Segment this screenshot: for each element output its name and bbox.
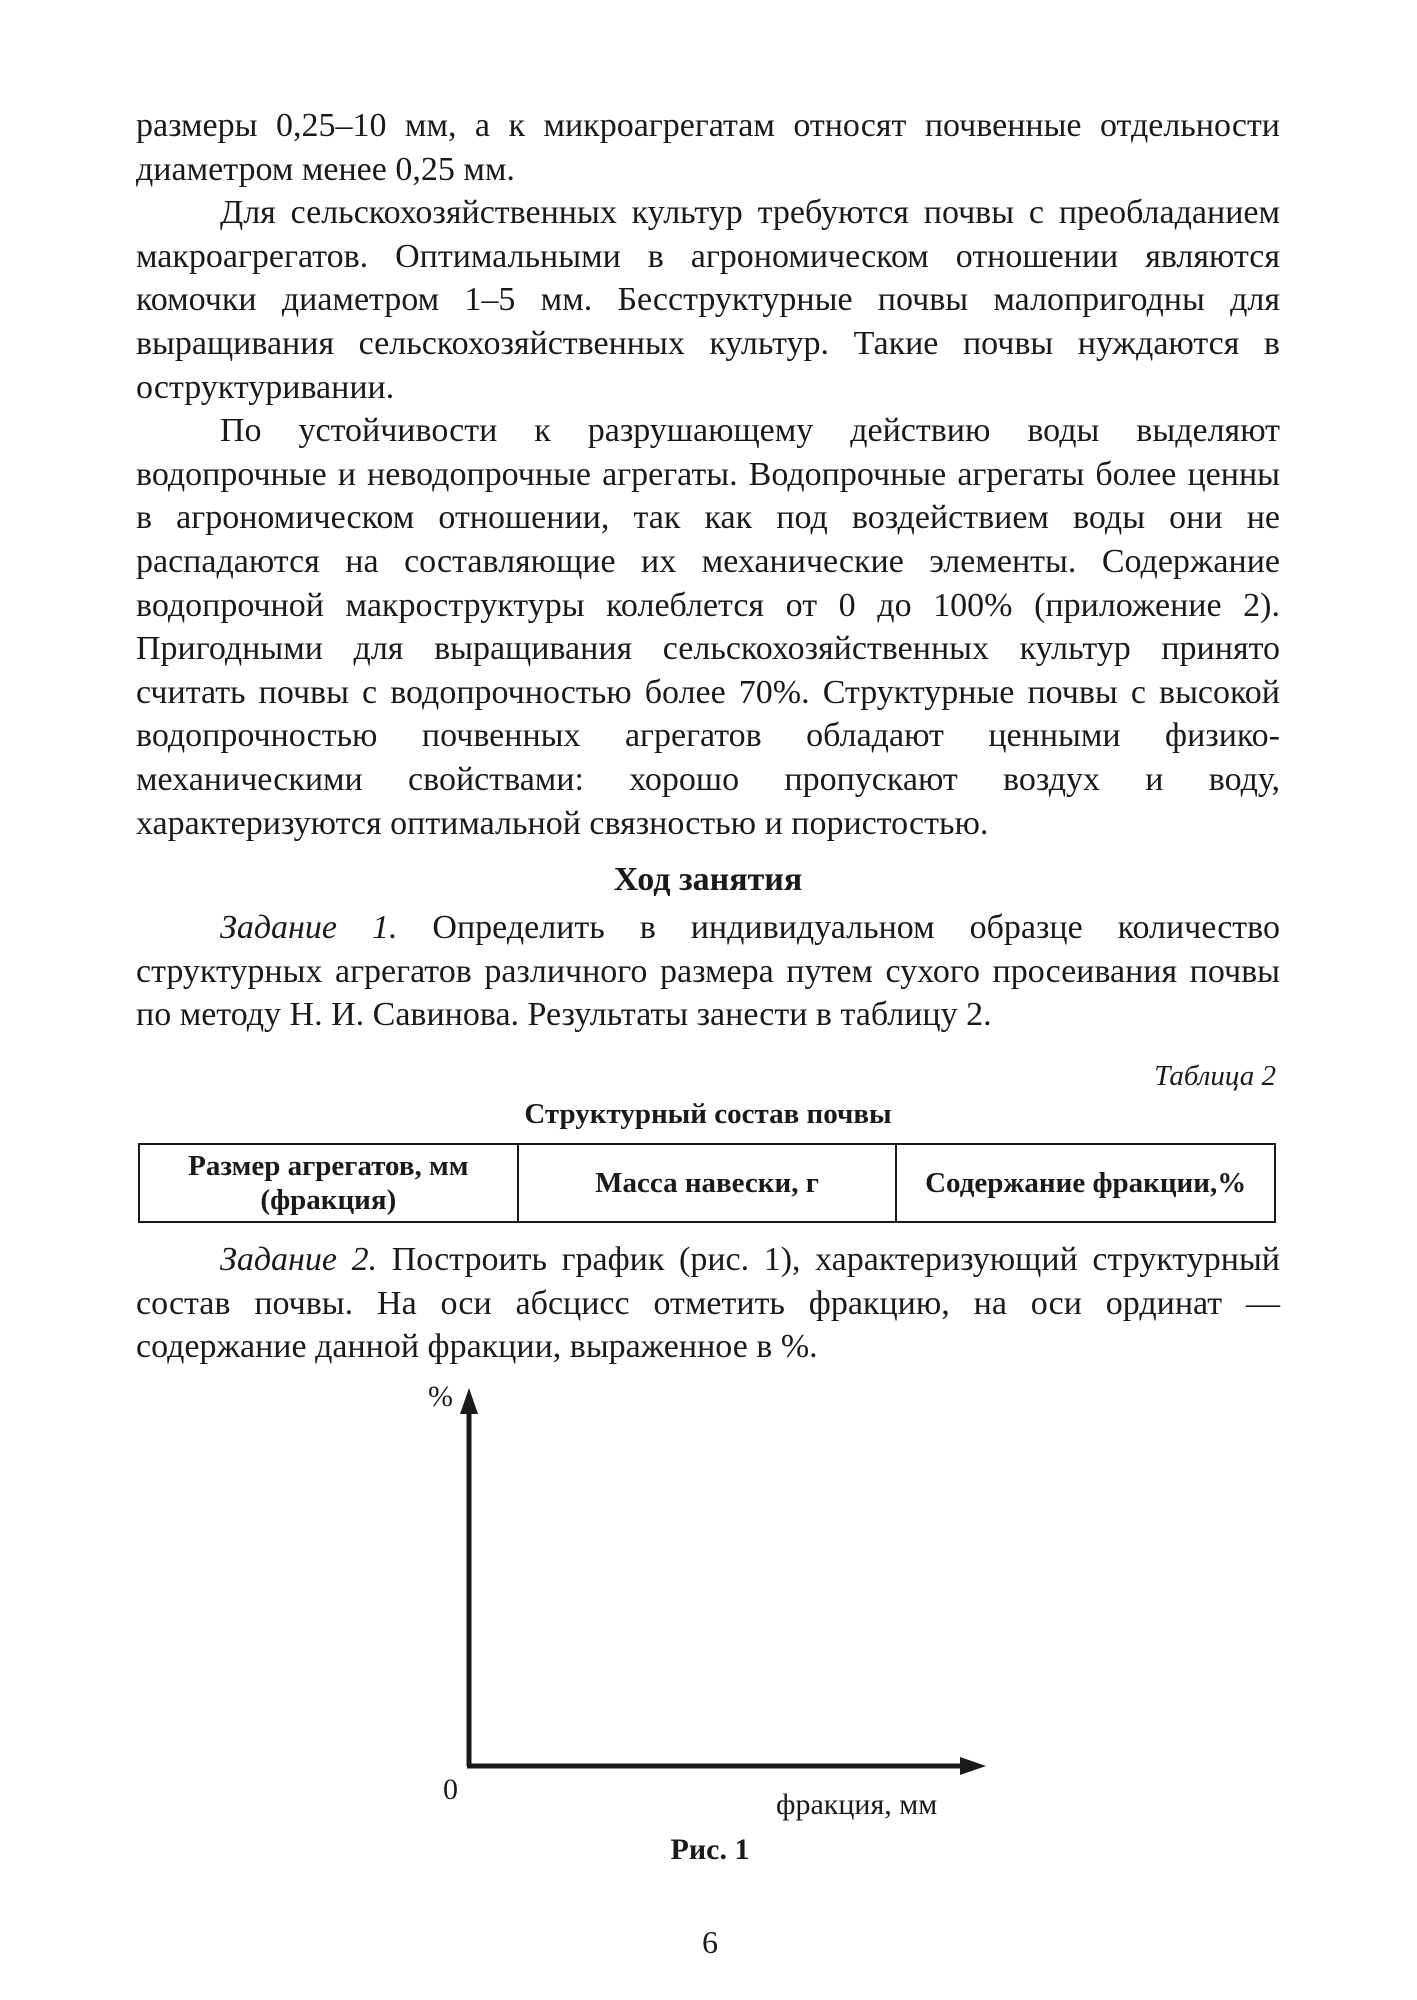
paragraph-3: По устойчивости к разрушающему действию воды выделяют водопрочные и неводопрочные агрегаты. Водопрочные агрегаты более ценны в агрономическом отношении, так как под воздействием воды они не распадаются на составляющие их механические элементы. Содержание водопрочной макроструктуры колеблется от 0 до 100% (приложение 2). Пригодными для выращивания сельскохозяйственных культур принято считать почвы с водопрочностью более 70%. Структурные почвы с высокой водопрочностью почвенных агрегатов обладают ценными физико-механическими свойствами: хорошо пропускают воздух и воду, характеризуются оптимальной связностью и пористостью. — [136, 412, 1280, 842]
task-2-label: Задание 2. — [220, 1241, 378, 1278]
table-label: Таблица 2 — [1154, 1060, 1276, 1092]
y-axis-label: % — [428, 1380, 453, 1413]
paragraph-1: размеры 0,25–10 мм, а к микроагрегатам относят почвенные отдельности диаметром менее 0,25 мм. — [136, 107, 1280, 188]
task-2 — [136, 1238, 1280, 1369]
header-fraction-size: Размер агрегатов, мм (фракция) — [139, 1144, 518, 1222]
table-title: Структурный состав почвы — [524, 1098, 892, 1130]
header-fraction-content: Содержание фракции,% — [896, 1144, 1275, 1222]
page-number: 6 — [702, 1924, 718, 1960]
task-2-text: Построить график (рис. 1), характеризующий структурный состав почвы. На оси абсцисс отметить фракцию, на оси ординат — содержание данной фракции, выраженное в %. — [136, 1241, 1280, 1366]
x-axis-label: фракция, мм — [776, 1788, 938, 1821]
structure-table — [138, 1143, 1276, 1223]
x-axis-arrowhead — [960, 1757, 986, 1775]
section-heading: Ход занятия — [613, 861, 803, 898]
body-text — [136, 104, 1280, 845]
figure-caption: Рис. 1 — [670, 1833, 750, 1866]
origin-label: 0 — [443, 1773, 458, 1806]
table-header-row — [139, 1144, 1275, 1222]
paragraph-2: Для сельскохозяйственных культур требуются почвы с преобладанием макроагрегатов. Оптимальными в агрономическом отношении являются комочки диаметром 1–5 мм. Бесструктурные почвы малопригодны для выращивания сельскохозяйственных культур. Такие почвы нуждаются в оструктуривании. — [136, 194, 1280, 406]
task-1-text: Определить в индивидуальном образце количество структурных агрегатов различного размера путем сухого просеивания почвы по методу Н. И. Савинова. Результаты занести в таблицу 2. — [136, 909, 1280, 1034]
task-1 — [136, 906, 1280, 1037]
header-sample-mass: Масса навески, г — [518, 1144, 897, 1222]
y-axis-arrowhead — [460, 1388, 478, 1414]
task-1-label: Задание 1. — [220, 909, 398, 946]
